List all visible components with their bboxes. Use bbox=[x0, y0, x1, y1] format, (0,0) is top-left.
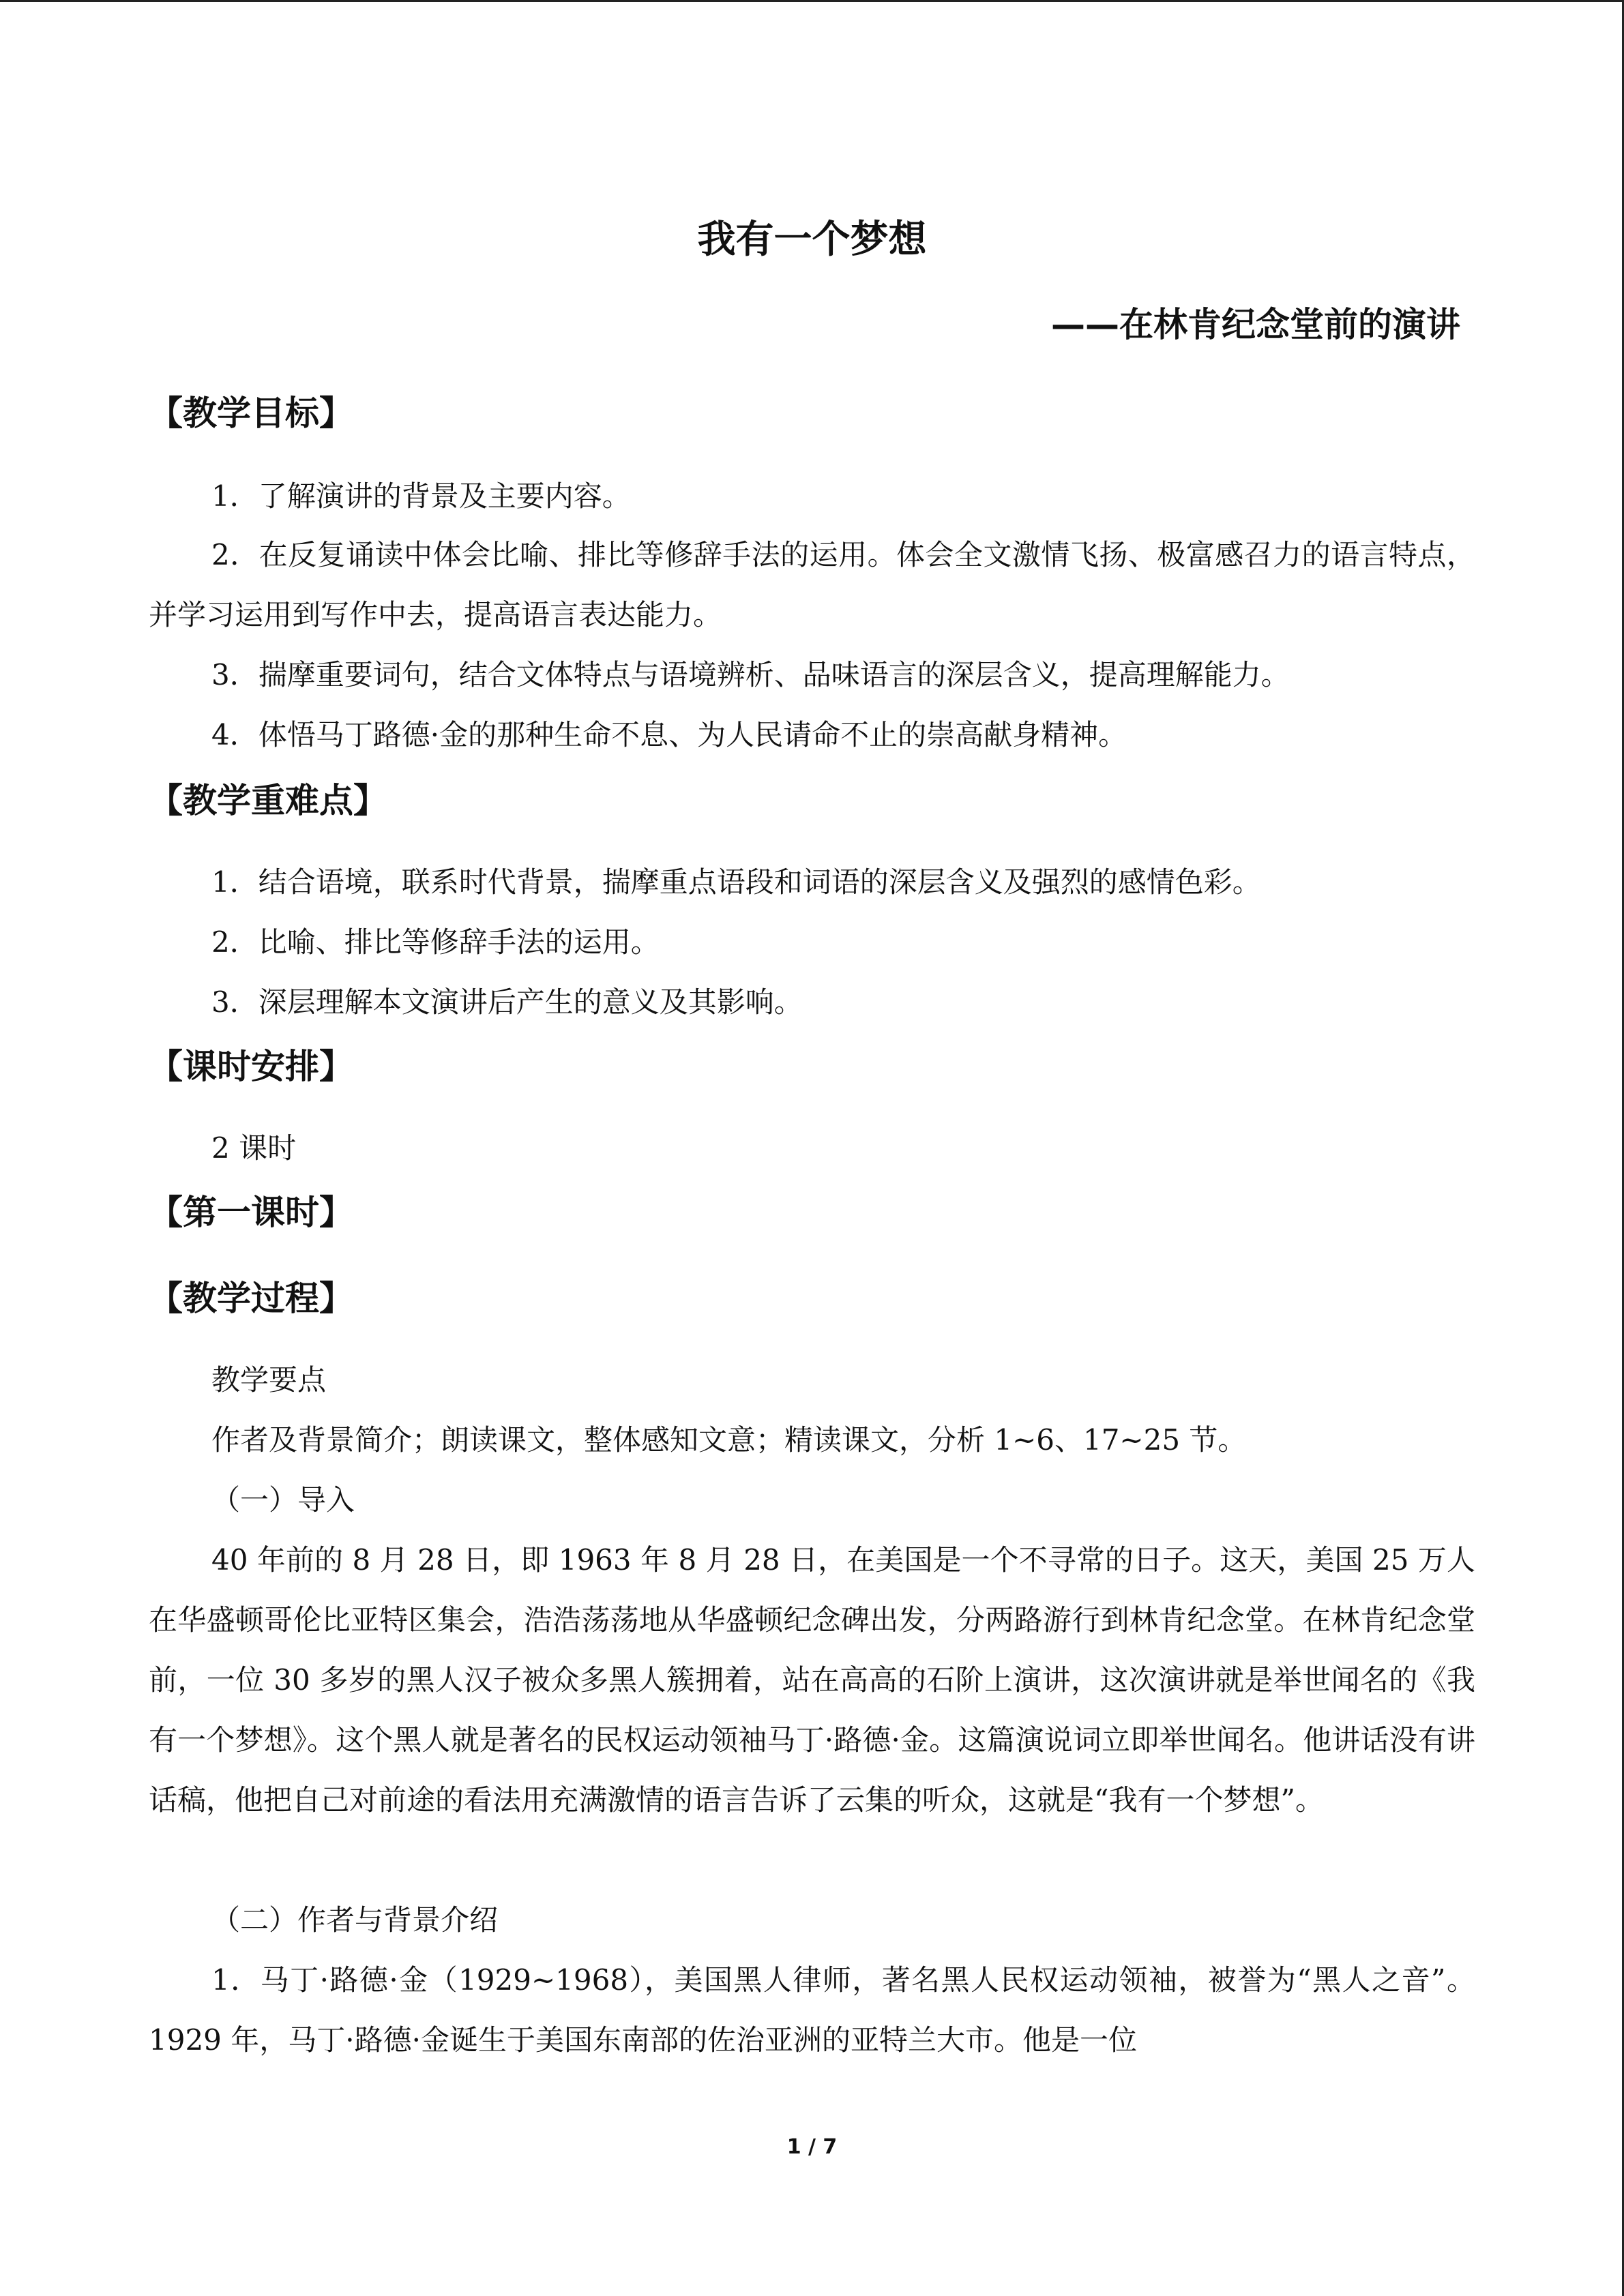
objective-item: 3．揣摩重要词句，结合文体特点与语境辨析、品味语言的深层含义，提高理解能力。 bbox=[211, 658, 1290, 691]
page-number: 1 / 7 bbox=[786, 2135, 838, 2159]
key-point-item: 2．比喻、排比等修辞手法的运用。 bbox=[211, 925, 660, 959]
part2-paragraph: 1．马丁·路德·金（1929~1968），美国黑人律师，著名黑人民权运动领袖，被誉为“黑人之音”。1929 年，马丁·路德·金诞生于美国东南部的佐治亚洲的亚特兰大市。他是一位 bbox=[149, 1963, 1475, 2057]
heading-lesson-1: 【第一课时】 bbox=[149, 1193, 353, 1232]
document-subtitle: ——在林肯纪念堂前的演讲 bbox=[1051, 305, 1460, 344]
part1-label: （一）导入 bbox=[211, 1483, 355, 1517]
document-title: 我有一个梦想 bbox=[697, 218, 927, 262]
page-border-top bbox=[0, 0, 1624, 2]
heading-schedule: 【课时安排】 bbox=[149, 1047, 353, 1086]
objective-item: 4．体悟马丁路德·金的那种生命不息、为人民请命不止的崇高献身精神。 bbox=[211, 718, 1127, 751]
heading-key-points: 【教学重难点】 bbox=[149, 781, 387, 820]
part2-label: （二）作者与背景介绍 bbox=[211, 1903, 499, 1937]
process-key-text: 作者及背景简介；朗读课文，整体感知文意；精读课文，分析 1~6、17~25 节。 bbox=[211, 1423, 1247, 1457]
key-point-item: 1．结合语境，联系时代背景，揣摩重点语段和词语的深层含义及强烈的感情色彩。 bbox=[211, 865, 1261, 899]
heading-process: 【教学过程】 bbox=[149, 1279, 353, 1318]
part1-paragraph: 40 年前的 8 月 28 日，即 1963 年 8 月 28 日，在美国是一个不寻常的日子。这天，美国 25 万人在华盛顿哥伦比亚特区集会，浩浩荡荡地从华盛顿纪念碑出发，分两路游行到林肯纪念堂。在林肯纪念堂前，一位 30 多岁的黑人汉子被众多黑人簇拥着，站在高高的石阶上演讲，这次演讲就是举世闻名的《我有一个梦想》。这个黑人就是著名的民权运动领袖马丁·路德·金。这篇演说词立即举世闻名。他讲话没有讲话稿，他把自己对前途的看法用充满激情的语言告诉了云集的听众，这就是“我有一个梦想”。 bbox=[149, 1543, 1475, 1817]
key-point-item: 3．深层理解本文演讲后产生的意义及其影响。 bbox=[211, 985, 803, 1019]
objective-item: 1．了解演讲的背景及主要内容。 bbox=[211, 479, 631, 513]
process-key-label: 教学要点 bbox=[211, 1363, 327, 1397]
schedule-text: 2 课时 bbox=[211, 1131, 297, 1165]
heading-objectives: 【教学目标】 bbox=[149, 393, 353, 433]
objective-item: 2．在反复诵读中体会比喻、排比等修辞手法的运用。体会全文激情飞扬、极富感召力的语言特点，并学习运用到写作中去，提高语言表达能力。 bbox=[149, 538, 1475, 631]
